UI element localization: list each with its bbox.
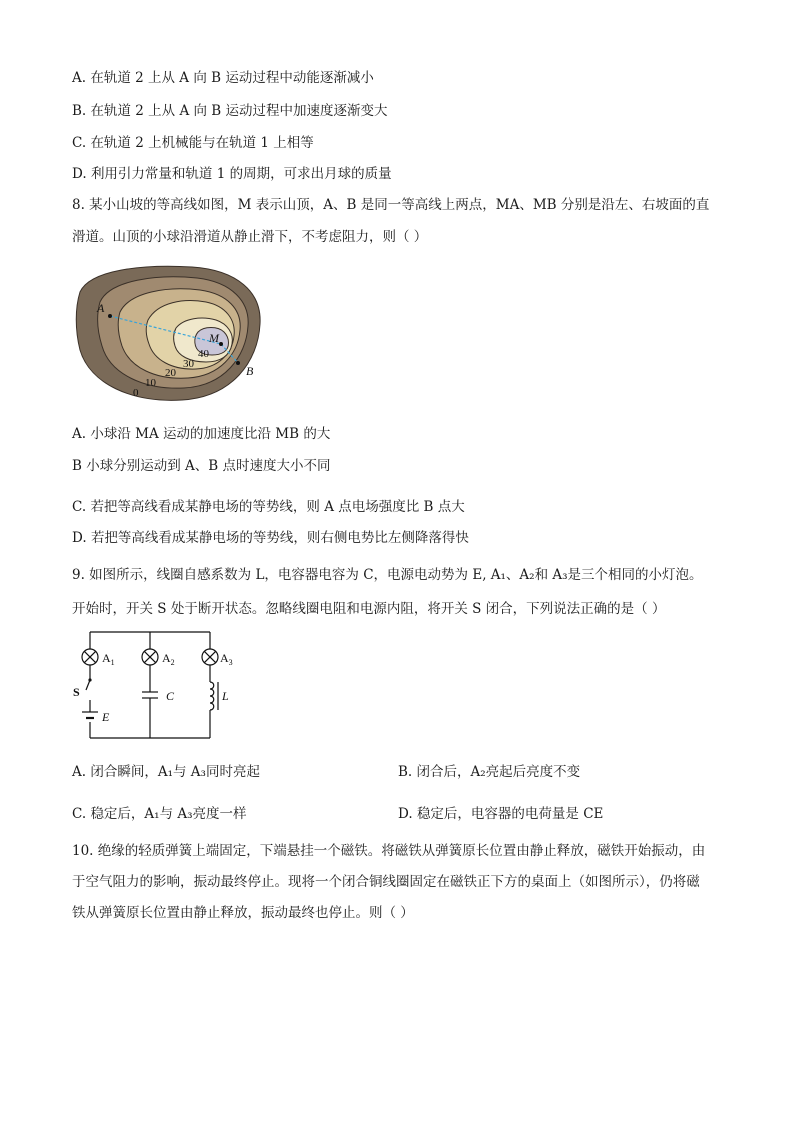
option-label: C. [72,499,87,515]
q8-option-c [72,495,465,515]
q7-option-a [72,66,374,86]
option-text: 若把等高线看成某静电场的等势线，则 A 点电场强度比 B 点大 [90,499,465,515]
q9-option-d [398,802,603,822]
option-label: C. [72,806,87,822]
q9-option-a [72,760,260,780]
contour-label-20: 20 [165,367,176,379]
option-text: 闭合瞬间，A₁与 A₃同时亮起 [90,764,260,780]
option-text: 小球分别运动到 A、B 点时速度大小不同 [86,458,331,474]
option-label: D. [72,530,87,546]
q10-stem-line1: 10. 绝缘的轻质弹簧上端固定，下端悬挂一个磁铁。将磁铁从弹簧原长位置由静止释放，磁铁开始振动，由 [72,843,706,859]
point-a-label: A [97,301,105,315]
option-label: A. [72,764,87,780]
option-text: 稳定后，电容器的电荷量是 CE [416,806,604,822]
q7-option-c [72,131,314,151]
option-label: D. [72,166,87,182]
point-a-dot [108,314,112,318]
option-text: 稳定后，A₁与 A₃亮度一样 [90,806,247,822]
circuit-diagram-figure [72,624,242,746]
option-text: 在轨道 2 上从 A 向 B 运动过程中动能逐渐减小 [90,70,374,86]
contour-label-10: 10 [145,377,156,389]
option-label: A. [72,426,87,442]
contour-label-30: 30 [183,358,194,370]
option-label: C. [72,135,87,151]
q8-option-a [72,422,330,442]
q7-option-d [72,162,392,182]
point-b-dot [236,361,240,365]
contour-label-0: 0 [133,387,139,399]
point-b-label: B [246,364,254,378]
option-text: 利用引力常量和轨道 1 的周期，可求出月球的质量 [90,166,392,182]
option-text: 若把等高线看成某静电场的等势线，则右侧电势比左侧降落得快 [90,530,469,546]
q10-stem-line2: 于空气阻力的影响，振动最终停止。现将一个闭合铜线圈固定在磁铁正下方的桌面上（如图所示），仍将磁 [72,874,700,890]
contour-label-40: 40 [198,348,209,360]
switch-blade [86,680,90,690]
lamp-a1-label: $A_1$ [102,651,115,667]
option-label: D. [398,806,413,822]
lamp-a3-label: $A_3$ [220,651,233,667]
switch-contact-dot [88,678,91,681]
inductor-coil-icon [210,682,214,710]
contour-map-figure [72,262,272,404]
q7-option-b [72,99,388,119]
option-label: A. [72,70,87,86]
capacitor-label: C [166,689,175,703]
inductor-label: L [222,689,229,703]
q8-option-b [72,454,330,474]
option-text: 闭合后，A₂亮起后亮度不变 [416,764,581,780]
option-label: B [72,458,82,474]
point-m-dot [219,342,223,346]
source-label: E [102,710,110,724]
switch-label: S [73,685,80,699]
q9-stem-line2: 开始时，开关 S 处于断开状态。忽略线圈电阻和电源内阻，将开关 S 闭合，下列说法正确的是（ ） [72,601,666,617]
q8-option-d [72,526,469,546]
q9-option-c [72,802,247,822]
point-m-label: M [209,331,219,345]
option-text: 在轨道 2 上从 A 向 B 运动过程中加速度逐渐变大 [90,103,388,119]
q9-stem-line1: 9. 如图所示，线圈自感系数为 L，电容器电容为 C，电源电动势为 E, A₁、A₂和 A₃是三个相同的小灯泡。 [72,567,703,583]
q9-option-b [398,760,580,780]
option-text: 小球沿 MA 运动的加速度比沿 MB 的大 [90,426,331,442]
option-label: B. [398,764,413,780]
option-label: B. [72,103,87,119]
q8-stem-line1: 8. 某小山坡的等高线如图，M 表示山顶，A、B 是同一等高线上两点，MA、MB 分别是沿左、右坡面的直 [72,197,710,213]
q10-stem-line3: 铁从弹簧原长位置由静止释放，振动最终也停止。则（ ） [72,905,414,921]
q8-stem-line2: 滑道。山顶的小球沿滑道从静止滑下，不考虑阻力，则（ ） [72,229,428,245]
option-text: 在轨道 2 上机械能与在轨道 1 上相等 [90,135,314,151]
lamp-a2-label: $A_2$ [162,651,175,667]
